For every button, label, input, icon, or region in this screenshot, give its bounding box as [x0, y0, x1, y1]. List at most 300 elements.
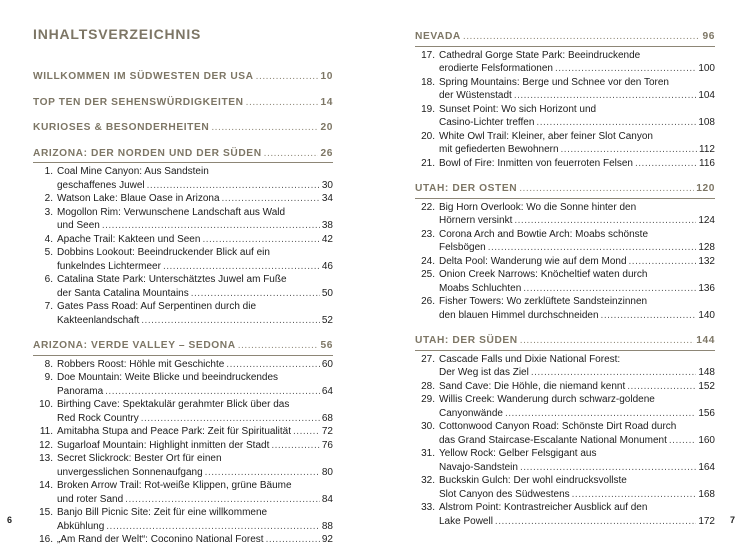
toc-entry [415, 380, 715, 394]
toc-entry [33, 206, 333, 233]
entry-title-cont-label: den blauen Himmel durchschneiden [439, 309, 599, 321]
entry-title: Cottonwood Canyon Road: Schönste Dirt Road durch [439, 421, 677, 432]
entry-title-label: Robbers Roost: Höhle mit Geschichte [57, 358, 225, 370]
dot-leader [627, 380, 696, 394]
toc-entry [415, 295, 715, 322]
top-entry [33, 96, 333, 110]
entry-title-cont [439, 461, 715, 475]
toc-entry [33, 533, 333, 547]
entry-title: White Owl Trail: Kleiner, aber feiner Slot Canyon [439, 130, 653, 142]
entry-title-page: 92 [321, 534, 333, 545]
entry-title-cont [57, 287, 333, 301]
entry-body [439, 228, 715, 255]
entry-title-cont-page: 140 [698, 309, 715, 321]
entry-body [57, 452, 333, 479]
entry-title-cont-page: 100 [698, 63, 715, 74]
entry-title-cont-page: 124 [698, 215, 715, 226]
section-heading-label: NEVADA [415, 31, 461, 42]
dot-leader [163, 260, 320, 274]
entry-title: Cathedral Gorge State Park: Beeindruckende [439, 49, 641, 61]
section-heading-label: ARIZONA: VERDE VALLEY – SEDONA [33, 340, 236, 351]
entry-number: 5. [44, 247, 53, 258]
entry-title-cont [439, 309, 715, 323]
right-page [375, 0, 750, 538]
top-entry [33, 121, 333, 135]
toc-entry [33, 371, 333, 398]
entry-title-cont-page: 172 [698, 515, 715, 527]
entry-title-cont [57, 385, 333, 399]
section-heading [33, 147, 333, 161]
entry-title: Birthing Cave: Spektakulär gerahmter Blick über das [57, 399, 290, 410]
entry-body [439, 353, 715, 380]
section-heading-label: UTAH: DER SÜDEN [415, 335, 518, 346]
entry-title-cont-label: und Seen [57, 220, 100, 231]
section-heading-label: UTAH: DER OSTEN [415, 183, 518, 194]
entry-number: 31. [421, 448, 435, 459]
toc-section [33, 339, 333, 547]
entry-title-cont-label: Panorama [57, 385, 104, 397]
entry-title: Onion Creek Narrows: Knöcheltief waten durch [439, 269, 648, 280]
entry-title-cont-label: funkelndes Lichtermeer [57, 260, 161, 272]
entry-number: 19. [421, 103, 435, 115]
entry-title-cont [439, 282, 715, 296]
entry-title-cont-page: 104 [698, 90, 715, 101]
section-heading-page: 144 [696, 335, 715, 346]
entry-title-cont [439, 62, 715, 76]
toc-entry [33, 398, 333, 425]
entry-title-cont-label: Moabs Schluchten [439, 282, 522, 294]
section-heading-page: 56 [320, 340, 333, 351]
entry-title: Catalina State Park: Unterschätztes Juwel am Fuße [57, 274, 287, 285]
entry-title: Corona Arch and Bowtie Arch: Moabs schönste [439, 228, 649, 240]
entry-body [57, 246, 333, 273]
dot-leader [205, 466, 320, 480]
dot-leader [488, 241, 697, 255]
entry-title: Fisher Towers: Wo zerklüftete Sandsteinzinnen [439, 296, 648, 307]
dot-leader [106, 520, 320, 534]
dot-leader [266, 533, 320, 547]
entry-title-cont-page: 38 [321, 220, 333, 231]
entry-title-cont-page: 148 [698, 367, 715, 378]
entry-title-cont-label: und roter Sand [57, 493, 124, 505]
toc-entry [33, 425, 333, 439]
dot-leader [463, 30, 701, 44]
entry-title: Broken Arrow Trail: Rot-weiße Klippen, grüne Bäume [57, 480, 292, 491]
toc-entry [33, 506, 333, 533]
toc-top-entry [33, 70, 333, 84]
entry-number: 26. [421, 296, 435, 307]
dot-leader [669, 434, 696, 448]
entry-title: Dobbins Lookout: Beeindruckender Blick auf ein [57, 247, 270, 258]
entry-number: 27. [421, 353, 435, 365]
entry-title: Willis Creek: Wanderung durch schwarz-goldene [439, 394, 655, 405]
entry-body [439, 501, 715, 528]
toc-entry [415, 447, 715, 474]
entry-body [57, 506, 333, 533]
entry-body [57, 398, 333, 425]
dot-leader [520, 334, 694, 348]
toc-entry [33, 246, 333, 273]
entry-number: 15. [39, 507, 53, 518]
entry-title-cont-label: geschaffenes Juwel [57, 179, 145, 191]
dot-leader [572, 488, 697, 502]
dot-leader [141, 314, 320, 328]
entry-body [57, 533, 333, 547]
entry-title-label: Amitabha Stupa and Peace Park: Zeit für Spiritualität [57, 426, 292, 437]
entry-title [57, 439, 333, 453]
entry-title-cont-page: 50 [321, 287, 333, 299]
entry-title-label: Delta Pool: Wanderung wie auf dem Mond [439, 255, 627, 267]
toc-entry [415, 268, 715, 295]
section-heading [415, 334, 715, 348]
entry-title-cont [439, 116, 715, 130]
entry-number: 1. [44, 166, 53, 177]
entry-title-cont-label: Abkühlung [57, 520, 105, 532]
entry-title: Yellow Rock: Gelber Felsgigant aus [439, 448, 597, 459]
entry-title-cont-label: Felsbögen [439, 242, 486, 253]
entry-title-cont [439, 488, 715, 502]
entry-title: Big Horn Overlook: Wo die Sonne hinter den [439, 201, 637, 213]
entry-number: 23. [421, 228, 435, 240]
entry-title-cont [57, 493, 333, 507]
entry-body [57, 273, 333, 300]
entry-number: 28. [421, 380, 435, 392]
entry-body [439, 420, 715, 447]
section-rule [33, 162, 333, 163]
entry-title-label: Watson Lake: Blaue Oase in Arizona [57, 193, 220, 204]
entry-title-cont-label: Casino-Lichter treffen [439, 117, 535, 128]
entry-number: 21. [421, 157, 435, 169]
entry-body [439, 474, 715, 501]
dot-leader [629, 255, 697, 269]
entry-title-page: 60 [321, 358, 333, 370]
section-heading-page: 26 [320, 147, 333, 159]
dot-leader [601, 309, 697, 323]
entry-title-cont-label: der Santa Catalina Mountains [57, 287, 189, 299]
top-entry-label: KURIOSES & BESONDERHEITEN [33, 122, 210, 133]
toc-section [415, 182, 715, 322]
section-heading-page: 96 [702, 31, 715, 42]
entry-title-page: 42 [321, 233, 333, 245]
entry-title-cont [439, 214, 715, 228]
entry-title-cont-label: der Wüstenstadt [439, 90, 512, 101]
dot-leader [238, 339, 319, 353]
toc-entry [415, 501, 715, 528]
entry-title: Coal Mine Canyon: Aus Sandstein [57, 166, 209, 177]
toc-entry [415, 130, 715, 157]
toc-entry [415, 228, 715, 255]
dot-leader [495, 515, 696, 529]
toc-entry [33, 273, 333, 300]
toc-section [33, 147, 333, 328]
toc-entry [33, 233, 333, 247]
entry-number: 13. [39, 453, 53, 464]
toc-entry [415, 76, 715, 103]
entry-body [439, 295, 715, 322]
entry-title-cont-page: 136 [698, 282, 715, 294]
toc-entry [415, 474, 715, 501]
entry-body [57, 439, 333, 453]
entry-number: 3. [44, 206, 53, 218]
entry-title-cont-page: 68 [321, 412, 333, 424]
entry-title [57, 533, 333, 547]
entry-title-cont-page: 64 [321, 385, 333, 397]
toc-top-entry [33, 121, 333, 135]
entry-number: 4. [44, 233, 53, 245]
entry-body [439, 255, 715, 269]
toc-entry [33, 452, 333, 479]
toc-entry [415, 201, 715, 228]
entry-body [57, 479, 333, 506]
entry-body [57, 358, 333, 372]
toc-entry [33, 479, 333, 506]
top-entries [33, 70, 333, 135]
entry-title-cont [439, 515, 715, 529]
entry-number: 14. [39, 480, 53, 491]
dot-leader [202, 233, 319, 247]
entry-title-cont-page: 84 [321, 493, 333, 505]
dot-leader [246, 96, 319, 110]
toc-entry [415, 103, 715, 130]
left-page [0, 0, 375, 545]
entry-title-cont-label: Der Weg ist das Ziel [439, 367, 529, 378]
dot-leader [520, 461, 696, 475]
right-sections [415, 30, 715, 528]
entry-number: 18. [421, 76, 435, 88]
dot-leader [211, 121, 318, 135]
toc-entry [33, 165, 333, 192]
entry-body [439, 103, 715, 130]
entry-title-cont-page: 52 [321, 314, 333, 326]
entry-title-cont-label: unvergesslichen Sonnenaufgang [57, 466, 203, 478]
page-number-right: 7 [730, 515, 736, 525]
toc-entry [415, 393, 715, 420]
entry-title-page: 116 [699, 157, 715, 169]
entry-title-cont-label: Slot Canyon des Südwestens [439, 488, 570, 500]
entry-title-page: 152 [698, 380, 715, 392]
top-entry-label: WILLKOMMEN IM SÜDWESTEN DER USA [33, 71, 254, 82]
entry-title [57, 192, 333, 206]
entry-title-cont-page: 128 [698, 242, 715, 253]
entry-title-page: 72 [321, 426, 333, 437]
dot-leader [191, 287, 320, 301]
entry-number: 17. [421, 49, 435, 61]
right-column [415, 30, 715, 540]
entry-title [57, 425, 333, 439]
entry-body [439, 393, 715, 420]
toc-entry [415, 49, 715, 76]
entry-title-label: Apache Trail: Kakteen und Seen [57, 233, 201, 245]
entry-title-cont-page: 30 [321, 179, 333, 191]
entry-title-cont [439, 89, 715, 103]
entry-title: Secret Slickrock: Bester Ort für einen [57, 453, 222, 464]
entry-title-cont-label: Red Rock Country [57, 412, 139, 424]
entry-title-cont-label: das Grand Staircase-Escalante National Monument [439, 434, 667, 446]
section-rule [415, 350, 715, 351]
entry-number: 8. [44, 358, 53, 370]
entry-body [439, 130, 715, 157]
dot-leader [256, 70, 319, 84]
entry-title [57, 233, 333, 247]
dot-leader [536, 116, 696, 130]
entry-number: 10. [39, 399, 53, 410]
entry-title: Alstrom Point: Kontrastreicher Ausblick auf den [439, 502, 648, 513]
entry-title-cont-label: Canyonwände [439, 407, 503, 419]
entry-title-cont-label: erodierte Felsformationen [439, 63, 553, 74]
toc-entry [33, 439, 333, 453]
entry-title-label: „Am Rand der Welt“: Coconino National Forest [57, 534, 264, 545]
toc-section [415, 30, 715, 170]
entry-number: 6. [44, 274, 53, 285]
dot-leader [505, 407, 696, 421]
section-heading [415, 30, 715, 44]
entry-title: Sunset Point: Wo sich Horizont und [439, 103, 597, 115]
entry-title-cont [439, 407, 715, 421]
entry-title-cont-page: 112 [699, 144, 715, 155]
entry-title-cont-label: Navajo-Sandstein [439, 461, 518, 473]
entry-title-cont [57, 466, 333, 480]
dot-leader [635, 157, 697, 171]
entry-title-cont-page: 88 [321, 520, 333, 532]
section-heading [415, 182, 715, 196]
entry-title-cont [57, 412, 333, 426]
dot-leader [271, 439, 320, 453]
dot-leader [141, 412, 320, 426]
entry-body [439, 76, 715, 103]
section-rule [415, 46, 715, 47]
top-entry [33, 70, 333, 84]
toc-entry [33, 300, 333, 327]
dot-leader [222, 192, 320, 206]
top-entry-page: 10 [320, 71, 333, 82]
entry-title-cont [57, 219, 333, 233]
dot-leader [561, 143, 698, 157]
dot-leader [264, 147, 319, 161]
entry-body [439, 49, 715, 76]
entry-number: 7. [44, 301, 53, 312]
entry-title-cont [57, 520, 333, 534]
entry-title-cont-label: Kakteenlandschaft [57, 314, 140, 326]
entry-body [439, 447, 715, 474]
entry-title: Mogollon Rim: Verwunschene Landschaft aus Wald [57, 206, 286, 218]
entry-title-page: 34 [321, 193, 333, 204]
page-number-left: 6 [7, 515, 13, 525]
toc-entry [33, 358, 333, 372]
dot-leader [531, 366, 696, 380]
entry-body [57, 233, 333, 247]
entry-body [439, 268, 715, 295]
section-heading-page: 120 [696, 183, 715, 194]
left-sections [33, 147, 333, 547]
section-heading-label: ARIZONA: DER NORDEN UND DER SÜDEN [33, 147, 262, 159]
entry-body [439, 380, 715, 394]
dot-leader [514, 214, 696, 228]
entry-title-cont [57, 314, 333, 328]
dot-leader [519, 182, 694, 196]
top-entry-page: 20 [320, 122, 333, 133]
entry-body [57, 165, 333, 192]
entry-title-page: 132 [698, 255, 715, 267]
left-column [33, 26, 333, 559]
entry-number: 25. [421, 269, 435, 280]
toc-entry [415, 255, 715, 269]
entry-number: 29. [421, 394, 435, 405]
entry-title-cont [57, 260, 333, 274]
entry-title: Cascade Falls und Dixie National Forest: [439, 353, 621, 365]
entry-number: 12. [39, 439, 53, 451]
entry-title [439, 157, 715, 171]
dot-leader [514, 89, 697, 103]
entry-title-cont-page: 164 [698, 461, 715, 473]
entry-body [57, 192, 333, 206]
dot-leader [523, 282, 696, 296]
entry-title-cont-label: Hörnern versinkt [439, 215, 513, 226]
entry-title-cont-label: Lake Powell [439, 515, 493, 527]
entry-number: 24. [421, 255, 435, 267]
entry-title-cont-page: 160 [698, 434, 715, 446]
entry-number: 11. [39, 426, 53, 437]
top-entry-label: TOP TEN DER SEHENSWÜRDIGKEITEN [33, 96, 244, 108]
entry-body [57, 300, 333, 327]
dot-leader [293, 425, 320, 439]
dot-leader [555, 62, 696, 76]
toc-entry [415, 353, 715, 380]
entry-title: Spring Mountains: Berge und Schnee vor den Toren [439, 76, 669, 88]
entry-title [439, 255, 715, 269]
entry-title-label: Sugarloaf Mountain: Highlight inmitten der Stadt [57, 439, 270, 451]
entry-title-cont-page: 108 [698, 117, 715, 128]
dot-leader [226, 358, 320, 372]
top-entry-page: 14 [320, 96, 333, 108]
entry-number: 9. [44, 372, 53, 383]
entry-title: Buckskin Gulch: Der wohl eindrucksvollste [439, 475, 627, 486]
entry-number: 16. [39, 534, 53, 545]
entry-title-cont-page: 80 [321, 466, 333, 478]
entry-number: 2. [44, 193, 53, 204]
toc-top-entry [33, 96, 333, 110]
entry-title [439, 380, 715, 394]
entry-number: 20. [421, 130, 435, 142]
entry-title-label: Bowl of Fire: Inmitten von feuerroten Felsen [439, 157, 633, 169]
entry-title-cont [439, 143, 715, 157]
entry-number: 33. [421, 502, 435, 513]
section-heading [33, 339, 333, 353]
entry-title-cont-page: 168 [698, 488, 715, 500]
dot-leader [125, 493, 320, 507]
entry-number: 30. [421, 421, 435, 432]
dot-leader [102, 219, 320, 233]
entry-title-cont [439, 434, 715, 448]
entry-body [57, 206, 333, 233]
dot-leader [147, 179, 320, 193]
entry-title-label: Sand Cave: Die Höhle, die niemand kennt [439, 380, 626, 392]
toc-entry [33, 192, 333, 206]
entry-body [57, 371, 333, 398]
entry-title: Gates Pass Road: Auf Serpentinen durch die [57, 301, 257, 312]
entry-title-page: 76 [321, 439, 333, 451]
entry-title-cont-label: mit gefiederten Bewohnern [439, 144, 559, 155]
entry-title-cont-page: 156 [698, 407, 715, 419]
entry-title-cont-page: 46 [321, 260, 333, 272]
entry-body [57, 425, 333, 439]
entry-title-cont [439, 241, 715, 255]
entry-title-cont [439, 366, 715, 380]
toc-entry [415, 157, 715, 171]
toc-title: INHALTSVERZEICHNIS [33, 26, 202, 42]
entry-body [439, 157, 715, 171]
entry-title: Banjo Bill Picnic Site: Zeit für eine willkommene [57, 507, 268, 518]
section-rule [33, 355, 333, 356]
